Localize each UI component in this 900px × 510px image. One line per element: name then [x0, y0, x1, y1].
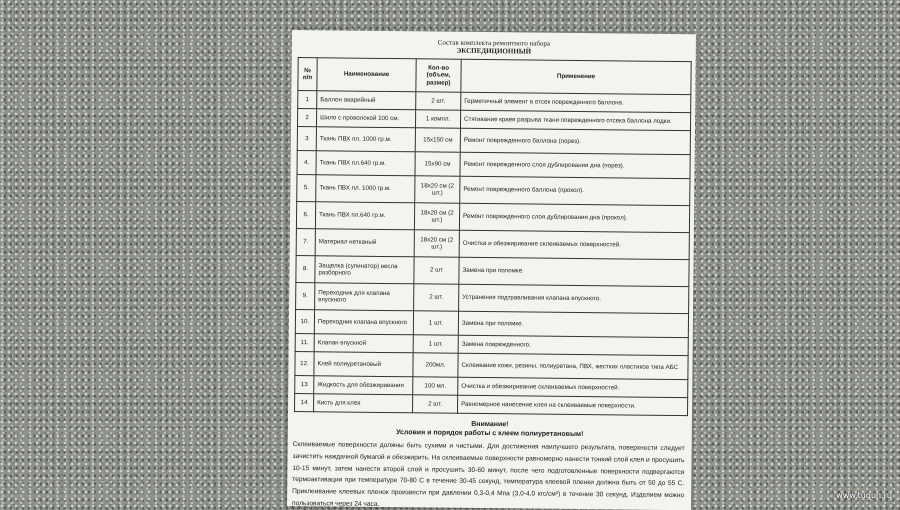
row-name: Кисть для клея	[314, 394, 413, 413]
row-num: 3	[297, 127, 316, 151]
row-use: Замена при поломке.	[458, 311, 688, 337]
row-name: Ткань ПВХ пл.640 гр.м.	[316, 151, 415, 176]
row-name: Переходник клапана впускного	[314, 310, 413, 335]
row-qty: 15х150 см	[415, 128, 460, 152]
row-num: 5.	[297, 175, 316, 202]
row-name: Клапан впускной	[314, 334, 413, 353]
site-watermark: www.tugun.ru	[836, 491, 892, 500]
row-qty: 18х20 см (2 шт.)	[414, 230, 459, 257]
row-use: Очистка и обезжиривание склеиваемых поверхностей.	[459, 230, 689, 259]
row-qty: 2 шт	[414, 257, 459, 284]
row-num: 14	[295, 394, 314, 412]
row-qty: 2 шт.	[412, 395, 457, 413]
row-use: Ремонт поврежденного баллона (прокол).	[460, 176, 690, 205]
row-use: Ремонт поврежденного слоя дублирования дна (прокол).	[459, 203, 689, 232]
row-use: Устранения подтравливания клапана впускного.	[459, 284, 689, 313]
table-header-row	[298, 58, 691, 95]
row-name: Материал нетканый	[315, 229, 414, 257]
row-qty: 18х20 см (2 шт.)	[415, 176, 460, 203]
header-use: Применение	[461, 59, 691, 94]
row-qty: 1 шт.	[413, 311, 458, 335]
glue-instructions-paragraph: Склеиваемые поверхности должны быть сухими и чистыми. Для достижения наилучшего результата, поверхности следует зачистить наждачной бумагой и обезжирить. На склеиваемые поверхности равномерно нанести тонкий слой клея и просушить 10-15 минут, затем нанести второй слой и просушить 30-60 минут, после чего подготовленные поверхности подвергаются термоактивации при температуре 70-80 С в течение 30-45 секунд, температура клеевой пленки должна быть от 50 до 55 С. Приклеивание клеевых пленок произвести при давлении 0,3-0,4 Мпа (3,0-4,0 кгс/см²) в течение 30 секунд. Изделием можно пользоваться через 24 часа.	[292, 441, 685, 508]
row-name: Шило с проволокой 100 см.	[316, 109, 415, 128]
row-name: Ткань ПВХ пл. 1000 гр.м.	[316, 127, 415, 152]
row-use: Равномерное нанесение клея на склеиваемые поверхности.	[457, 395, 687, 415]
row-use: Замена поврежденного.	[458, 335, 688, 355]
row-name: Защелка (супинатор) весла разборного	[315, 256, 414, 284]
row-qty: 2 шт.	[416, 92, 461, 110]
row-qty: 1 шт.	[413, 335, 458, 353]
row-num: 6.	[296, 202, 315, 229]
kit-contents-table	[294, 57, 692, 416]
row-num: 7.	[296, 229, 315, 256]
table-row	[296, 229, 689, 260]
row-use: Стягивание краев разрыва ткани поврежденного отсека баллона лодки.	[460, 110, 690, 130]
notice-block	[288, 418, 692, 440]
row-use: Ремонт поврежденного слоя дублирования дна (порез).	[460, 152, 690, 178]
notice-subtitle: Условия и порядок работы с клеем полиуретановым!	[396, 429, 584, 439]
row-use: Склеивание кожи, резины, полиуретана, ПВХ, жестких пластиков типа АБС	[458, 353, 688, 379]
notice-title: Внимание!	[471, 420, 509, 429]
row-use: Замена при поломке.	[459, 257, 689, 286]
row-num: 9.	[296, 283, 315, 310]
row-qty: 18х20 см (2 шт.)	[414, 203, 459, 230]
table-row	[295, 394, 688, 416]
repair-kit-sheet	[287, 30, 696, 510]
row-qty: 2 шт.	[414, 284, 459, 311]
row-num: 10.	[295, 310, 314, 334]
row-num: 4.	[297, 151, 316, 175]
row-num: 11.	[295, 334, 314, 352]
row-qty: 15х90 см	[415, 152, 460, 176]
table-row	[296, 256, 689, 287]
header-num: № п/п	[298, 58, 317, 91]
table-row	[297, 175, 690, 206]
table-row	[296, 202, 689, 233]
row-name: Переходник для клапана впускного	[315, 283, 414, 311]
sheet-title	[292, 37, 696, 57]
row-qty: 100 мл.	[413, 377, 458, 395]
header-name: Наименование	[317, 58, 416, 92]
header-qty: Кол-во (объем, размер)	[416, 59, 461, 92]
row-name: Ткань ПВХ пл.640 гр.м.	[315, 202, 414, 230]
row-num: 13	[295, 376, 314, 394]
row-num: 8.	[296, 256, 315, 283]
row-num: 12.	[295, 352, 314, 376]
row-use: Ремонт поврежденного баллона (порез).	[460, 128, 690, 154]
row-name: Баллон аварийный	[317, 91, 416, 110]
row-name: Жидкость для обезжиривания	[314, 376, 413, 395]
title-line-2: ЭКСПЕДИЦИОННЫЙ	[456, 46, 532, 56]
table-row	[296, 283, 689, 314]
title-line-1: Состав комплекта ремонтного набора	[437, 38, 551, 48]
row-qty: 200мл.	[413, 353, 458, 377]
row-use: Очистка и обезжиривание склеиваемых поверхностей.	[458, 377, 688, 397]
row-num: 2	[297, 109, 316, 127]
row-num: 1	[298, 91, 317, 109]
row-name: Клей полиуретановый	[314, 352, 413, 377]
row-use: Герметичный элемент в отсек поврежденного баллона.	[461, 92, 691, 112]
row-name: Ткань ПВХ пл. 1000 гр.м.	[316, 175, 415, 203]
row-qty: 1 компл.	[415, 110, 460, 128]
